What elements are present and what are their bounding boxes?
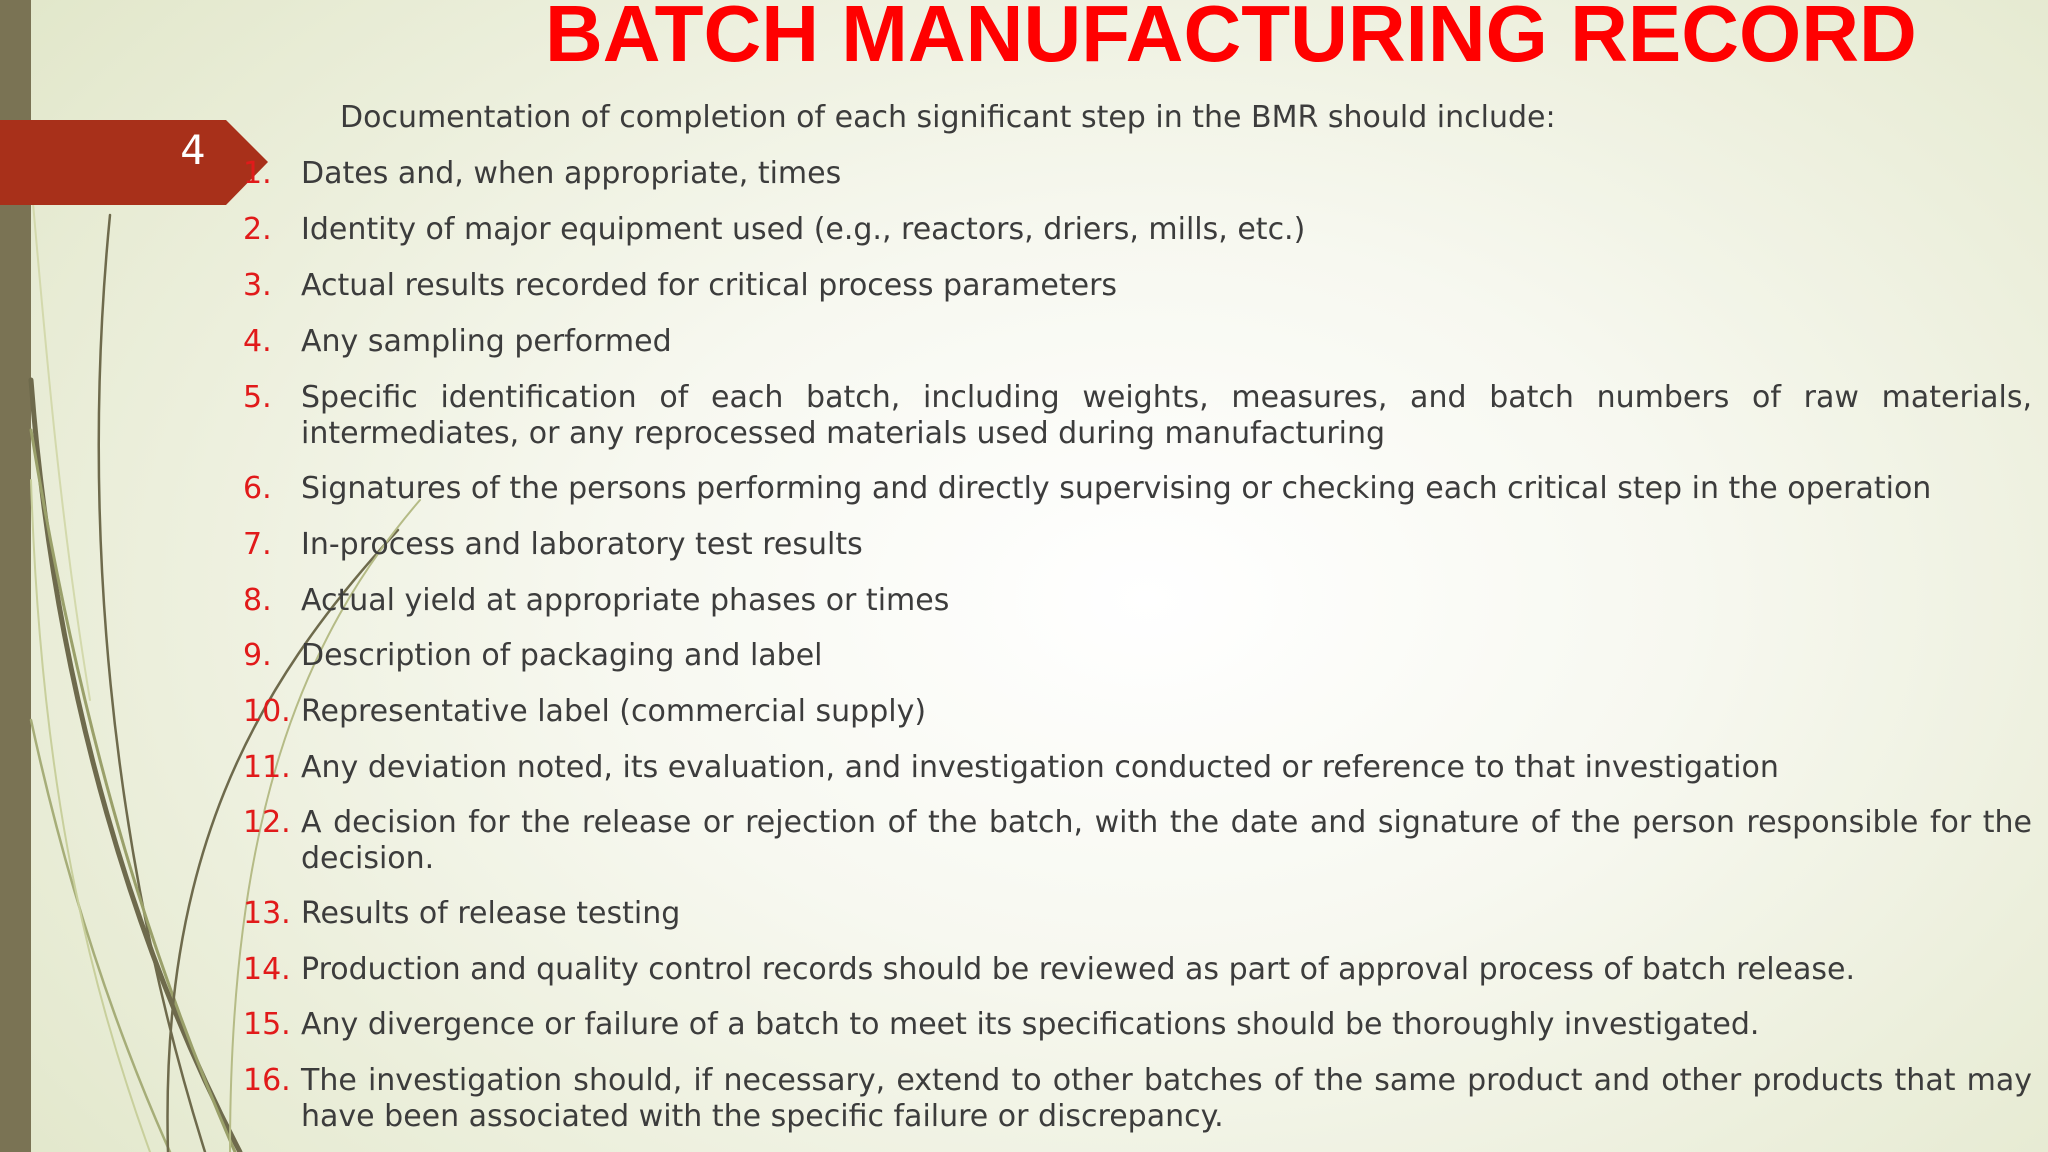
list-item-text: Signatures of the persons performing and directly supervising or checking each critical step in the operation xyxy=(301,471,1932,506)
list-item-number: 4. xyxy=(243,324,272,359)
list-item-text: Any divergence or failure of a batch to meet its specifications should be thoroughly investigated. xyxy=(301,1007,1760,1042)
list-item-text: Representative label (commercial supply) xyxy=(301,694,927,729)
list-item-number: 1. xyxy=(243,156,272,191)
list-item-text: Any deviation noted, its evaluation, and investigation conducted or reference to that investigation xyxy=(301,750,1779,785)
list-item-text: Production and quality control records should be reviewed as part of approval process of batch release. xyxy=(301,952,1856,987)
list-item-number: 3. xyxy=(243,268,272,303)
list-item-text: The investigation should, if necessary, extend to other batches of the same product and other products that may have been associated with the specific failure or discrepancy. xyxy=(301,1063,2032,1134)
intro-text: Documentation of completion of each significant step in the BMR should include: xyxy=(340,100,1556,135)
list-item-number: 9. xyxy=(243,638,272,673)
list-item-number: 16. xyxy=(243,1063,291,1098)
list-item-text: Actual yield at appropriate phases or times xyxy=(301,583,950,618)
list-item-number: 15. xyxy=(243,1007,291,1042)
list-item-text: Identity of major equipment used (e.g., reactors, driers, mills, etc.) xyxy=(301,212,1306,247)
list-item-number: 10. xyxy=(243,694,291,729)
list-item-number: 5. xyxy=(243,380,272,415)
list-item-number: 12. xyxy=(243,805,291,840)
list-item-text: A decision for the release or rejection of the batch, with the date and signature of the person responsible for the decision. xyxy=(301,805,2032,876)
list-item-number: 2. xyxy=(243,212,272,247)
list-item-text: In-process and laboratory test results xyxy=(301,527,863,562)
slide-number-tab xyxy=(0,120,270,205)
slide-title: BATCH MANUFACTURING RECORD xyxy=(545,0,1917,78)
list-item-number: 11. xyxy=(243,750,291,785)
list-item-number: 13. xyxy=(243,896,291,931)
list-item-number: 6. xyxy=(243,471,272,506)
list-item-text: Description of packaging and label xyxy=(301,638,823,673)
list-item-number: 14. xyxy=(243,952,291,987)
list-item-text: Dates and, when appropriate, times xyxy=(301,156,842,191)
slide-number: 4 xyxy=(180,128,206,174)
list-item-text: Specific identification of each batch, including weights, measures, and batch numbers of raw materials, intermediates, or any reprocessed materials used during manufacturing xyxy=(301,380,2032,451)
list-item-text: Results of release testing xyxy=(301,896,681,931)
list-item-text: Any sampling performed xyxy=(301,324,672,359)
list-item-number: 7. xyxy=(243,527,272,562)
list-item-text: Actual results recorded for critical process parameters xyxy=(301,268,1118,303)
list-item-number: 8. xyxy=(243,583,272,618)
